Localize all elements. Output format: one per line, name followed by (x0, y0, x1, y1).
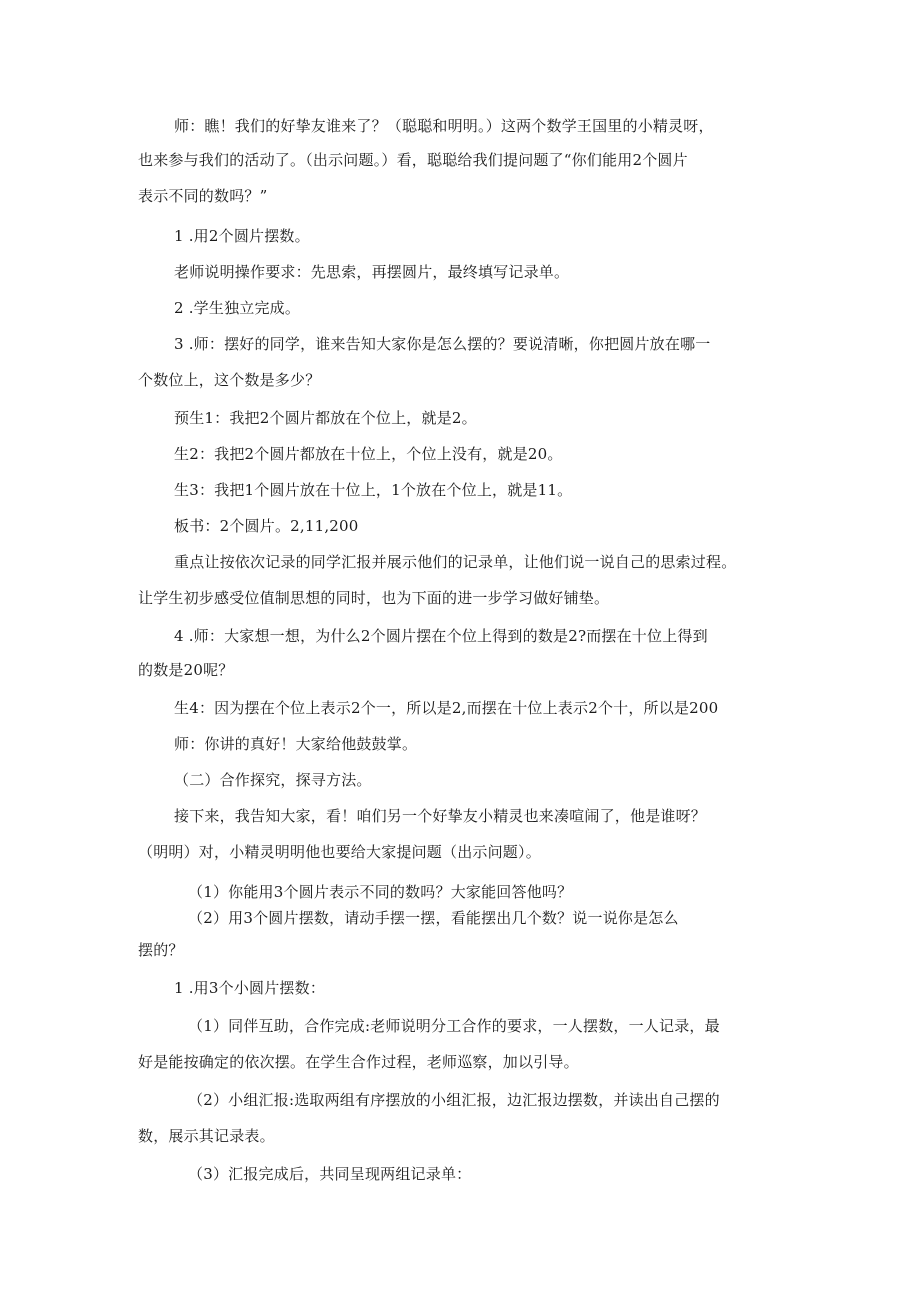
text-line: 好是能按确定的依次摆。在学生合作过程，老师巡察，加以引导。 (138, 1053, 579, 1071)
text-line: （3）汇报完成后，共同呈现两组记录单： (188, 1165, 472, 1183)
text-line: 老师说明操作要求：先思索，再摆圆片，最终填写记录单。 (174, 263, 570, 281)
text-line: 2 .学生独立完成。 (174, 299, 301, 317)
text-line: （1）同伴互助，合作完成:老师说明分工合作的要求，一人摆数，一人记录，最 (188, 1017, 720, 1035)
text-line: 重点让按依次记录的同学汇报并展示他们的记录单，让他们说一说自己的思索过程。 (174, 553, 737, 571)
text-line: 师：瞧！我们的好挚友谁来了？（聪聪和明明。）这两个数学王国里的小精灵呀， (174, 117, 714, 135)
text-line: 表示不同的数吗？” (138, 187, 268, 205)
text-line: （1）你能用3个圆片表示不同的数吗？大家能回答他吗？ (188, 883, 573, 901)
text-line: 师：你讲的真好！大家给他鼓鼓掌。 (174, 735, 418, 753)
text-line: 摆的？ (138, 941, 184, 959)
text-line: 的数是20呢？ (138, 661, 234, 679)
text-line: 生4：因为摆在个位上表示2个一，所以是2,而摆在十位上表示2个十，所以是200 (174, 699, 719, 717)
text-line: 1 .用3个小圆片摆数： (174, 979, 326, 997)
text-line: （二）合作探究，探寻方法。 (174, 771, 372, 789)
text-line: 数，展示其记录表。 (138, 1127, 275, 1145)
text-line: 1 .用2个圆片摆数。 (174, 227, 310, 245)
text-line: 也来参与我们的活动了。（出示问题。）看，聪聪给我们提问题了“你们能用2个圆片 (138, 151, 688, 169)
text-line: （明明）对，小精灵明明他也要给大家提问题（出示问题）。 (138, 843, 541, 861)
text-line: 板书：2个圆片。2,11,200 (174, 517, 359, 535)
text-line: 个数位上，这个数是多少？ (138, 371, 321, 389)
text-line: 生2：我把2个圆片都放在十位上，个位上没有，就是20。 (174, 445, 563, 463)
text-line: （2）小组汇报:选取两组有序摆放的小组汇报，边汇报边摆数，并读出自己摆的 (188, 1091, 720, 1109)
text-line: 接下来，我告知大家，看！咱们另一个好挚友小精灵也来凑喧闹了，他是谁呀？ (174, 807, 707, 825)
text-line: 生3：我把1个圆片放在十位上，1个放在个位上，就是11。 (174, 481, 573, 499)
text-line: （2）用3个圆片摆数，请动手摆一摆，看能摆出几个数？说一说你是怎么 (188, 909, 679, 927)
text-line: 预生1：我把2个圆片都放在个位上，就是2。 (174, 409, 477, 427)
text-line: 让学生初步感受位值制思想的同时，也为下面的进一步学习做好铺垫。 (138, 589, 610, 607)
text-line: 4 .师：大家想一想，为什么2个圆片摆在个位上得到的数是2?而摆在十位上得到 (174, 627, 708, 645)
text-line: 3 .师：摆好的同学，谁来告知大家你是怎么摆的？要说清晰，你把圆片放在哪一 (174, 335, 711, 353)
